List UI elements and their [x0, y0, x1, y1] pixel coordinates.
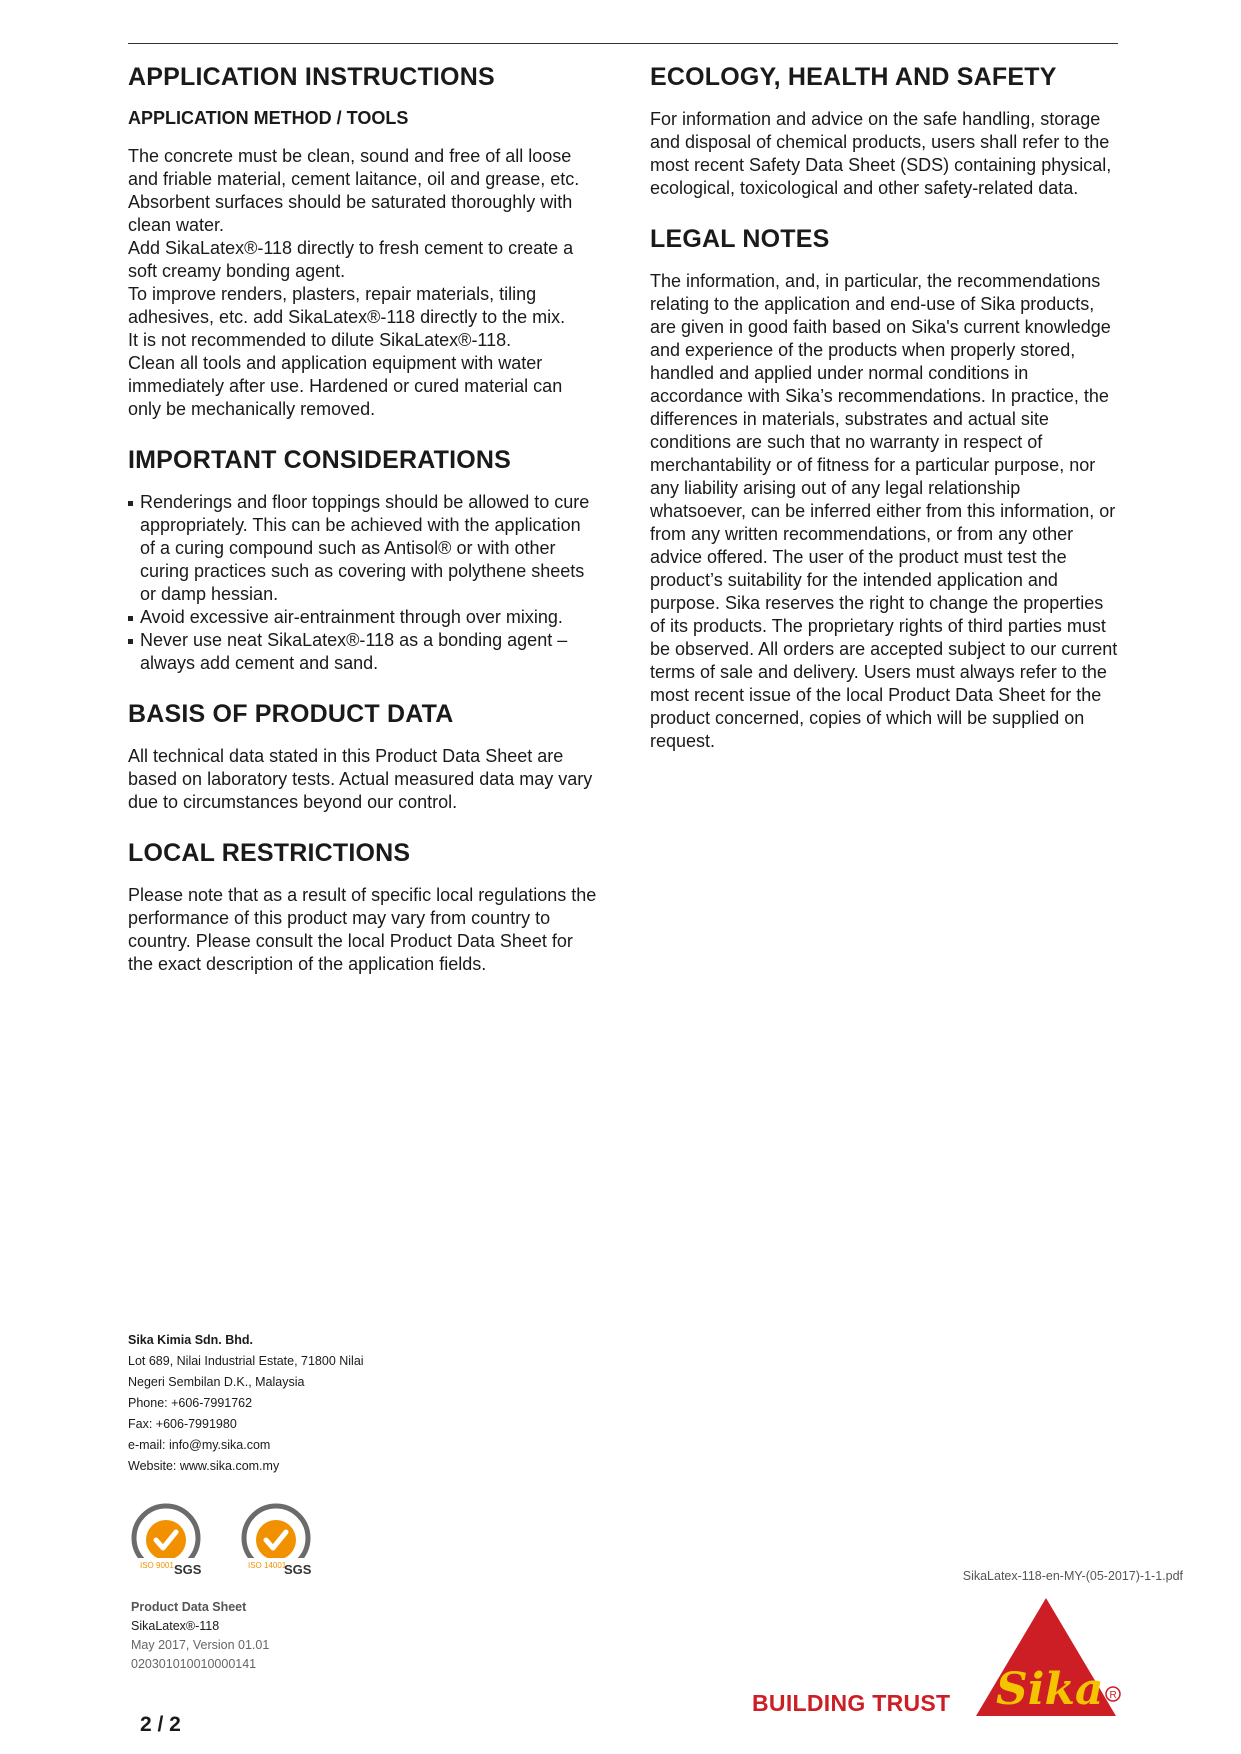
section-heading: LOCAL RESTRICTIONS [128, 839, 411, 867]
section-heading: IMPORTANT CONSIDERATIONS [128, 446, 512, 474]
website: Website: www.sika.com.my [128, 1459, 280, 1473]
legal-notes-section [650, 224, 1120, 753]
section-heading: BASIS OF PRODUCT DATA [128, 700, 454, 728]
paragraph: All technical data stated in this Product Data Sheet are based on laboratory tests. Actual measured data may vary due to circumstances beyond our control. [128, 746, 593, 812]
paragraph: The concrete must be clean, sound and free of all loose and friable material, cement laitance, oil and grease, etc. Absorbent surfaces should be saturated thoroughly with clean water. [128, 146, 580, 235]
address-line: Negeri Sembilan D.K., Malaysia [128, 1375, 305, 1389]
section-heading: APPLICATION INSTRUCTIONS [128, 63, 495, 91]
svg-text:ISO 9001: ISO 9001 [140, 1561, 174, 1570]
important-considerations-section [128, 445, 598, 675]
iso-9001-badge-icon [134, 1506, 202, 1577]
page-number: 2 / 2 [140, 1713, 181, 1736]
considerations-list [128, 491, 598, 675]
version: May 2017, Version 01.01 [131, 1638, 270, 1652]
paragraph: Please note that as a result of specific local regulations the performance of this product may vary from country to country. Please consult the local Product Data Sheet for the exact description of the application fields. [128, 885, 597, 974]
application-instructions-section [128, 62, 598, 421]
list-item: Avoid excessive air-entrainment through over mixing. [128, 606, 598, 629]
ecology-section [650, 62, 1120, 200]
paragraph: Add SikaLatex®-118 directly to fresh cement to create a soft creamy bonding agent. [128, 238, 574, 281]
list-item: Never use neat SikaLatex®-118 as a bonding agent – always add cement and sand. [128, 629, 598, 675]
paragraph: The information, and, in particular, the recommendations relating to the application and end-use of Sika products, are given in good faith based on Sika's current knowledge and experience of the products when properly stored, handled and applied under normal conditions in accordance with Sika’s recommendations. In practice, the differences in materials, substrates and actual site conditions are such that no warranty in respect of merchantability or of fitness for a particular purpose, nor any liability arising out of any legal relationship whatsoever, can be inferred either from this information, or from any written recommendations, or from any other advice offered. The user of the product must test the product’s suitability for the intended application and purpose. Sika reserves the right to change the properties of its products. The proprietary rights of third parties must be observed. All orders are accepted subject to our current terms of sale and delivery. Users must always refer to the most recent issue of the local Product Data Sheet for the product concerned, copies of which will be supplied on request. [650, 271, 1118, 751]
iso-14001-badge-icon [244, 1506, 312, 1577]
company-name: Sika Kimia Sdn. Bhd. [128, 1333, 254, 1347]
right-column [650, 62, 1120, 777]
svg-text:SGS: SGS [174, 1562, 202, 1577]
left-column [128, 62, 598, 1000]
product-code: 020301010010000141 [131, 1657, 257, 1671]
subheading: APPLICATION METHOD / TOOLS [128, 108, 409, 128]
sika-logo-icon [976, 1596, 1126, 1722]
svg-text:Sika: Sika [996, 1664, 1104, 1715]
svg-text:R: R [1109, 1690, 1117, 1701]
product-data-sheet-info [131, 1598, 269, 1674]
email: e-mail: info@my.sika.com [128, 1438, 271, 1452]
paragraph: To improve renders, plasters, repair materials, tiling adhesives, etc. add SikaLatex®-118 directly to the mix. [128, 284, 566, 327]
top-rule [128, 43, 1118, 44]
paragraph: For information and advice on the safe handling, storage and disposal of chemical products, users shall refer to the most recent Safety Data Sheet (SDS) containing physical, ecological, toxicological and other safety-related data. [650, 109, 1112, 198]
svg-text:ISO 14001: ISO 14001 [248, 1561, 287, 1570]
paragraph: Clean all tools and application equipment with water immediately after use. Hardened or cured material can only be mechanically removed. [128, 353, 563, 419]
list-item: Renderings and floor toppings should be allowed to cure appropriately. This can be achieved with the application of a curing compound such as Antisol® or with other curing practices such as covering with polythene sheets or damp hessian. [128, 491, 598, 606]
certification-badges [128, 1500, 328, 1580]
svg-text:SGS: SGS [284, 1562, 312, 1577]
section-heading: ECOLOGY, HEALTH AND SAFETY [650, 63, 1057, 91]
paragraph: It is not recommended to dilute SikaLatex®-118. [128, 330, 512, 350]
company-info [128, 1330, 364, 1477]
basis-of-product-data-section [128, 699, 598, 814]
section-heading: LEGAL NOTES [650, 225, 830, 253]
tagline: BUILDING TRUST [752, 1690, 951, 1716]
address-line: Lot 689, Nilai Industrial Estate, 71800 Nilai [128, 1354, 364, 1368]
product-name: SikaLatex®-118 [131, 1619, 220, 1633]
pdf-filename: SikaLatex-118-en-MY-(05-2017)-1-1.pdf [962, 1569, 1183, 1583]
local-restrictions-section [128, 838, 598, 976]
phone: Phone: +606-7991762 [128, 1396, 253, 1410]
fax: Fax: +606-7991980 [128, 1417, 237, 1431]
pds-label: Product Data Sheet [131, 1600, 247, 1614]
